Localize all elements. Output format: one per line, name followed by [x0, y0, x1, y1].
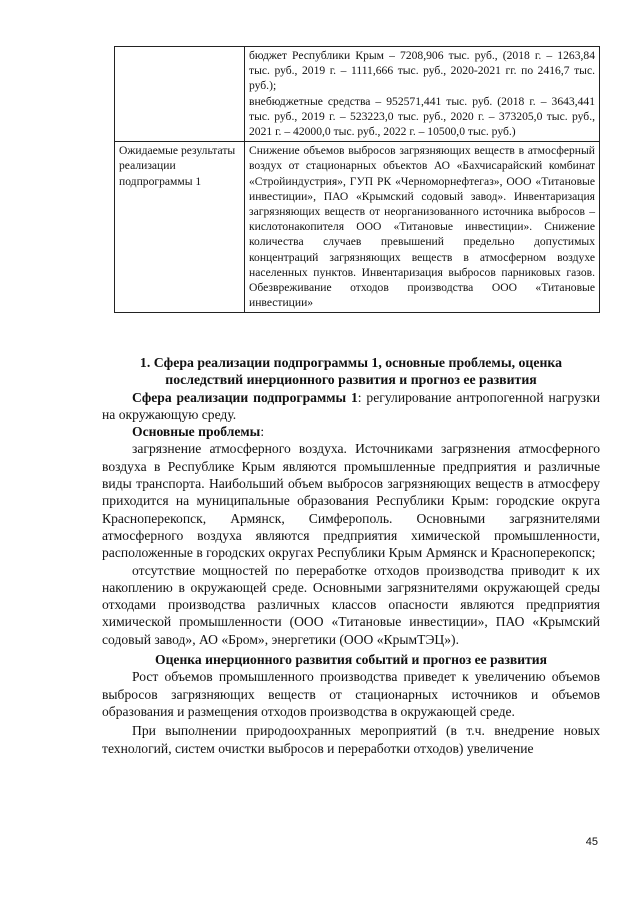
- funding-regional-budget: бюджет Республики Крым – 7208,906 тыс. руб., (2018 г. – 1263,84 тыс. руб., 2019 г. – 1111,666 тыс. руб., 2020-2021 гг. по 2416,7 тыс. руб.);: [249, 49, 595, 93]
- section-body: [102, 354, 600, 757]
- forecast-paragraph-2: При выполнении природоохранных мероприятий (в т.ч. внедрение новых технологий, систем очистки выбросов и переработки отходов) увеличение: [102, 723, 600, 756]
- scope-paragraph: [102, 389, 600, 424]
- table-cell-expected-results-label: Ожидаемые результаты реализации подпрограммы 1: [115, 142, 245, 313]
- table-cell-expected-results: Снижение объемов выбросов загрязняющих веществ в атмосферный воздух от стационарных объектов АО «Бахчисарайский комбинат «Стройиндустрия», ГУП РК «Черноморнефтегаз», ООО «Титановые инвестиции», ПАО «Крымский содовый завод». Инвентаризация загрязняющих веществ от неорганизованного источника выбросов – кислотонакопителя ООО «Титановые инвестиции». Снижение количества случаев превышений предельно допустимых концентраций загрязняющих веществ в атмосферном воздухе населенных пунктов. Инвентаризация выбросов парниковых газов. Обезвреживание отходов производства ООО «Титановые инвестиции»: [245, 142, 600, 313]
- table-cell-funding: [245, 47, 600, 142]
- page-number: 45: [585, 836, 598, 848]
- table-row: [115, 47, 600, 142]
- problems-colon: :: [260, 424, 265, 440]
- table-row: [115, 142, 600, 313]
- section-heading: 1. Сфера реализации подпрограммы 1, основные проблемы, оценка последствий инерционного развития и прогноз ее развития: [139, 355, 563, 388]
- scope-label: Сфера реализации подпрограммы 1: [132, 389, 358, 405]
- problems-label: Основные проблемы: [132, 424, 261, 440]
- scope-text: : регулирование антропогенной нагрузки на окружающую среду.: [102, 389, 600, 422]
- forecast-heading: Оценка инерционного развития событий и прогноз ее развития: [155, 652, 547, 668]
- subprogram-passport-table: [114, 46, 600, 313]
- problems-heading-paragraph: [102, 423, 600, 440]
- funding-extrabudgetary: внебюджетные средства – 952571,441 тыс. руб. (2018 г. – 3643,441 тыс. руб., 2019 г. – 523223,0 тыс. руб., 2020 г. – 373205,0 тыс. руб., 2021 г. – 42000,0 тыс. руб., 2022 г. – 10500,0 тыс. руб.): [249, 94, 595, 139]
- table-cell-label-empty: [115, 47, 245, 142]
- problem-waste: отсутствие мощностей по переработке отходов производства приводит к их накоплению в окружающей среде. Основными загрязнителями окружающей среды отходами производства различных классов опасности являются предприятия химической промышленности (ООО «Титановые инвестиции», ПАО «Крымский содовый завод», АО «Бром», энергетики (ООО «КрымТЭЦ»).: [102, 562, 600, 647]
- problem-air-pollution: загрязнение атмосферного воздуха. Источниками загрязнения атмосферного воздуха в Республике Крым являются промышленные предприятия и различные виды транспорта. Наибольший объем выбросов загрязняющих веществ в атмосферу приходится на муниципальные образования Республики Крым: городские округа Красноперекопск, Армянск, Симферополь. Основными загрязнителями атмосферного воздуха являются предприятия химической промышленности, расположенные в городских округах Республики Крым Армянск и Красноперекопск;: [102, 441, 600, 561]
- forecast-paragraph-1: Рост объемов промышленного производства приведет к увеличению объемов выбросов загрязняющих веществ от стационарных источников и объемов образования и размещения отходов производства в окружающей среде.: [102, 669, 600, 719]
